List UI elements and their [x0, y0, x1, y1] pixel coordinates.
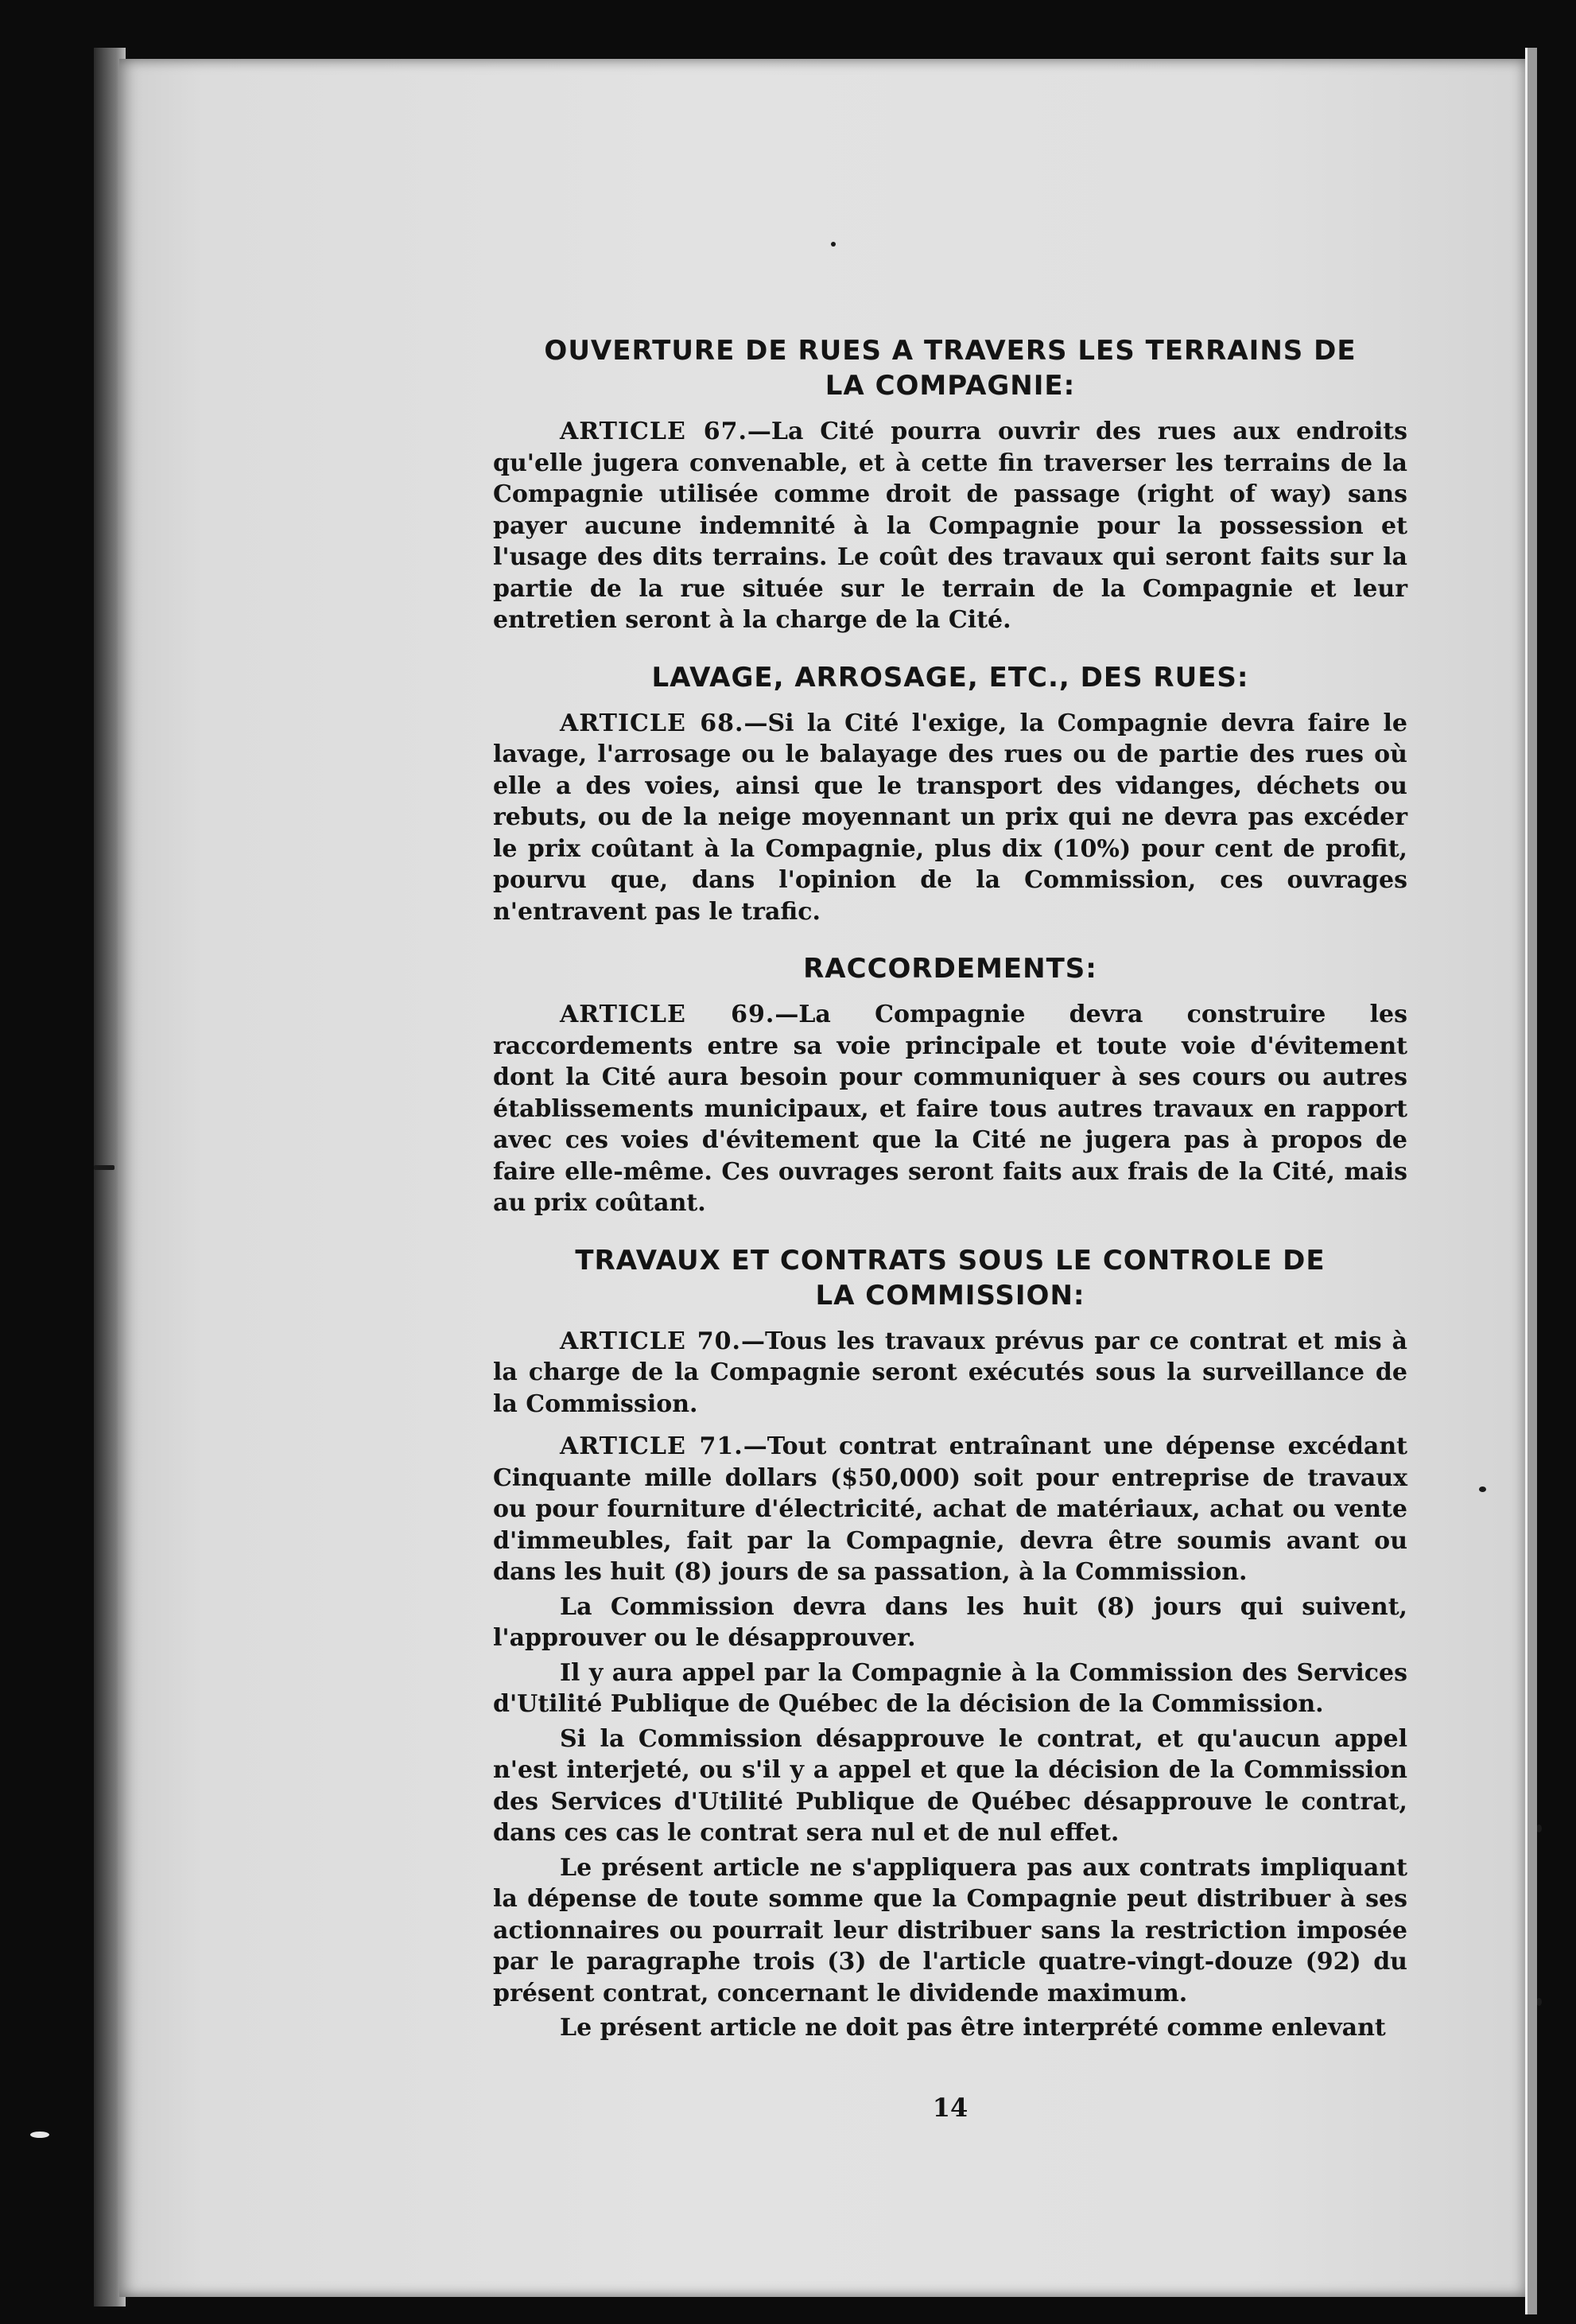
paragraph-exception [493, 1852, 1407, 2010]
scan-speck [1536, 1825, 1542, 1832]
article-67 [493, 416, 1407, 636]
scan-speck [94, 1165, 115, 1170]
heading-line: TRAVAUX ET CONTRATS SOUS LE CONTROLE DE [575, 1244, 1326, 1277]
scan-speck [1536, 1998, 1542, 2006]
paragraph-text: Le présent article ne doit pas être interprété comme enlevant [560, 2014, 1386, 2042]
article-number: ARTICLE 67. [560, 418, 747, 445]
page-text [493, 333, 1408, 2123]
article-number: ARTICLE 70. [560, 1327, 741, 1355]
paragraph-approval [493, 1591, 1407, 1654]
scanned-page [119, 59, 1527, 2297]
paragraph-text: La Commission devra dans les huit (8) jours qui suivent, l'approuver ou le désapprouver. [493, 1592, 1407, 1652]
paragraph-interpretation [493, 2012, 1407, 2044]
article-71 [493, 1431, 1407, 1588]
scan-speck [831, 242, 836, 247]
paragraph-appeal [493, 1658, 1407, 1720]
page-number: 14 [932, 2093, 969, 2123]
article-68 [493, 708, 1407, 928]
article-69 [493, 999, 1407, 1219]
scan-speck [30, 2132, 49, 2138]
paragraph-text: Le présent article ne s'appliquera pas aux contrats impliquant la dépense de toute somme que la Compagnie peut distribuer à ses actionnaires ou pourrait leur distribuer sans la restriction imposée par le paragraphe trois (3) de l'article quatre-vingt-douze (92) du présent contrat, concernant le dividende maximum. [493, 1853, 1407, 2007]
article-text: —Si la Cité l'exige, la Compagnie devra faire le lavage, l'arrosage ou le balayage des rues ou de partie des rues où elle a des voies, ainsi que le transport des vidanges, déchets ou rebuts, ou de la neige moyennant un prix qui ne devra pas excéder le prix coûtant à la Compagnie, plus dix (10%) pour cent de profit, pourvu que, dans l'opinion de la Commission, ces ouvrages n'entravent pas le trafic. [493, 709, 1408, 926]
article-number: ARTICLE 68. [560, 709, 744, 737]
article-text: —La Cité pourra ouvrir des rues aux endroits qu'elle jugera convenable, et à cette fin traverser les terrains de la Compagnie utilisée comme droit de passage (right of way) sans payer aucune indemnité à la Compagnie pour la possession et l'usage des dits terrains. Le coût des travaux qui seront faits sur la partie de la rue située sur le terrain de la Compagnie et leur entretien seront à la charge de la Cité. [493, 418, 1407, 634]
article-number: ARTICLE 69. [560, 1001, 775, 1028]
heading-line: LA COMPAGNIE: [825, 370, 1076, 402]
heading-lavage-arrosage [493, 660, 1407, 695]
page-edge [1525, 48, 1537, 2314]
heading-raccordements [493, 951, 1407, 986]
heading-line: LA COMMISSION: [815, 1279, 1085, 1312]
paragraph-text: Il y aura appel par la Compagnie à la Commission des Services d'Utilité Publique de Québec de la décision de la Commission. [493, 1658, 1407, 1718]
article-text: —Tout contrat entraînant une dépense excédant Cinquante mille dollars ($50,000) soit pour entreprise de travaux ou pour fourniture d'électricité, achat de matériaux, achat ou vente d'immeubles, fait par la Compagnie, devra être soumis avant ou dans les huit (8) jours de sa passation, à la Commission. [493, 1432, 1407, 1586]
article-70 [493, 1326, 1407, 1420]
article-text: —Tous les travaux prévus par ce contrat et mis à la charge de la Compagnie seront exécutés sous la surveillance de la Commission. [493, 1327, 1408, 1418]
paragraph-text: Si la Commission désapprouve le contrat, et qu'aucun appel n'est interjeté, ou s'il y a appel et que la décision de la Commission des Services d'Utilité Publique de Québec désapprouve le contrat, dans ces cas le contrat sera nul et de nul effet. [493, 1724, 1407, 1847]
paragraph-disapproval [493, 1724, 1407, 1849]
heading-line: RACCORDEMENTS: [803, 953, 1097, 985]
article-number: ARTICLE 71. [560, 1432, 743, 1460]
heading-ouverture-de-rues [493, 333, 1407, 403]
heading-line: OUVERTURE DE RUES A TRAVERS LES TERRAINS DE [544, 335, 1357, 367]
scan-speck [1479, 1487, 1486, 1492]
article-text: —La Compagnie devra construire les raccordements entre sa voie principale et toute voie d'évitement dont la Cité aura besoin pour communiquer à ses cours ou autres établissements municipaux, et faire tous autres travaux en rapport avec ces voies d'évitement que la Cité ne jugera pas à propos de faire elle-même. Ces ouvrages seront faits aux frais de la Cité, mais au prix coûtant. [493, 1001, 1407, 1217]
heading-travaux-et-contrats [493, 1243, 1407, 1313]
heading-line: LAVAGE, ARROSAGE, ETC., DES RUES: [651, 661, 1249, 694]
